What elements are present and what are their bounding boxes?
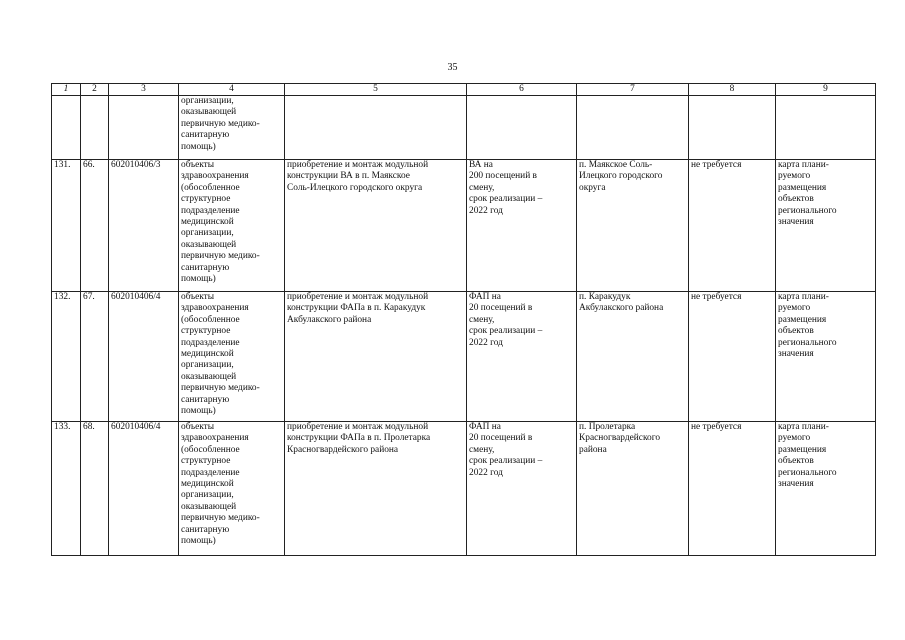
table-row [52, 422, 876, 556]
cell-empty [467, 96, 577, 160]
cell-purpose: приобретение и монтаж модульной конструкции ФАПа в п. Каракудук Акбулакского района [285, 292, 467, 422]
objects-table [51, 83, 876, 556]
cell-purpose: приобретение и монтаж модульной конструкции ФАПа в п. Пролетарка Красногвардейского района [285, 422, 467, 556]
header-row [52, 84, 876, 96]
cell-code: 602010406/4 [109, 422, 179, 556]
cell-zone: не требуется [689, 292, 776, 422]
cell-object: объекты здравоохранения (обособленное структурное подразделение медицинской организации, оказывающей первичную медико- санитарную помощь) [179, 422, 285, 556]
cell-object: объекты здравоохранения (обособленное структурное подразделение медицинской организации, оказывающей первичную медико- санитарную помощь) [179, 160, 285, 292]
cell-empty [81, 96, 109, 160]
cell-map: карта плани- руемого размещения объектов регионального значения [776, 422, 876, 556]
header-col-4: 4 [179, 84, 285, 96]
cell-empty [109, 96, 179, 160]
cell-empty [285, 96, 467, 160]
cell-location: п. Каракудук Акбулакского района [577, 292, 689, 422]
header-col-6: 6 [467, 84, 577, 96]
cell-zone: не требуется [689, 422, 776, 556]
cell-num: 131. [52, 160, 81, 292]
header-col-5: 5 [285, 84, 467, 96]
header-col-9: 9 [776, 84, 876, 96]
cell-empty [776, 96, 876, 160]
cell-purpose: приобретение и монтаж модульной конструкции ВА в п. Маякское Соль-Илецкого городского округа [285, 160, 467, 292]
cell-characteristics: ФАП на 20 посещений в смену, срок реализации – 2022 год [467, 422, 577, 556]
cell-empty [52, 96, 81, 160]
cell-map: карта плани- руемого размещения объектов регионального значения [776, 160, 876, 292]
cell-num: 132. [52, 292, 81, 422]
header-col-2: 2 [81, 84, 109, 96]
table-row [52, 292, 876, 422]
cell-empty [577, 96, 689, 160]
header-col-3: 3 [109, 84, 179, 96]
cell-characteristics: ФАП на 20 посещений в смену, срок реализации – 2022 год [467, 292, 577, 422]
header-col-1: 1 [52, 84, 81, 96]
cell-map: карта плани- руемого размещения объектов регионального значения [776, 292, 876, 422]
cell-location: п. Маякское Соль- Илецкого городского округа [577, 160, 689, 292]
header-col-7: 7 [577, 84, 689, 96]
cell-zone: не требуется [689, 160, 776, 292]
cell-object-continuation [179, 96, 285, 160]
cell-code: 602010406/3 [109, 160, 179, 292]
cell-location: п. Пролетарка Красногвардейского района [577, 422, 689, 556]
cell-empty [689, 96, 776, 160]
table-row-continuation [52, 96, 876, 160]
cell-sub: 67. [81, 292, 109, 422]
object-text: организации, оказывающей первичную медико- санитарную помощь) [181, 96, 260, 152]
cell-characteristics: ВА на 200 посещений в смену, срок реализации – 2022 год [467, 160, 577, 292]
header-col-8: 8 [689, 84, 776, 96]
table-row [52, 160, 876, 292]
cell-code: 602010406/4 [109, 292, 179, 422]
cell-sub: 66. [81, 160, 109, 292]
cell-sub: 68. [81, 422, 109, 556]
page-number: 35 [447, 62, 458, 73]
cell-num: 133. [52, 422, 81, 556]
cell-object: объекты здравоохранения (обособленное структурное подразделение медицинской организации, оказывающей первичную медико- санитарную помощь) [179, 292, 285, 422]
